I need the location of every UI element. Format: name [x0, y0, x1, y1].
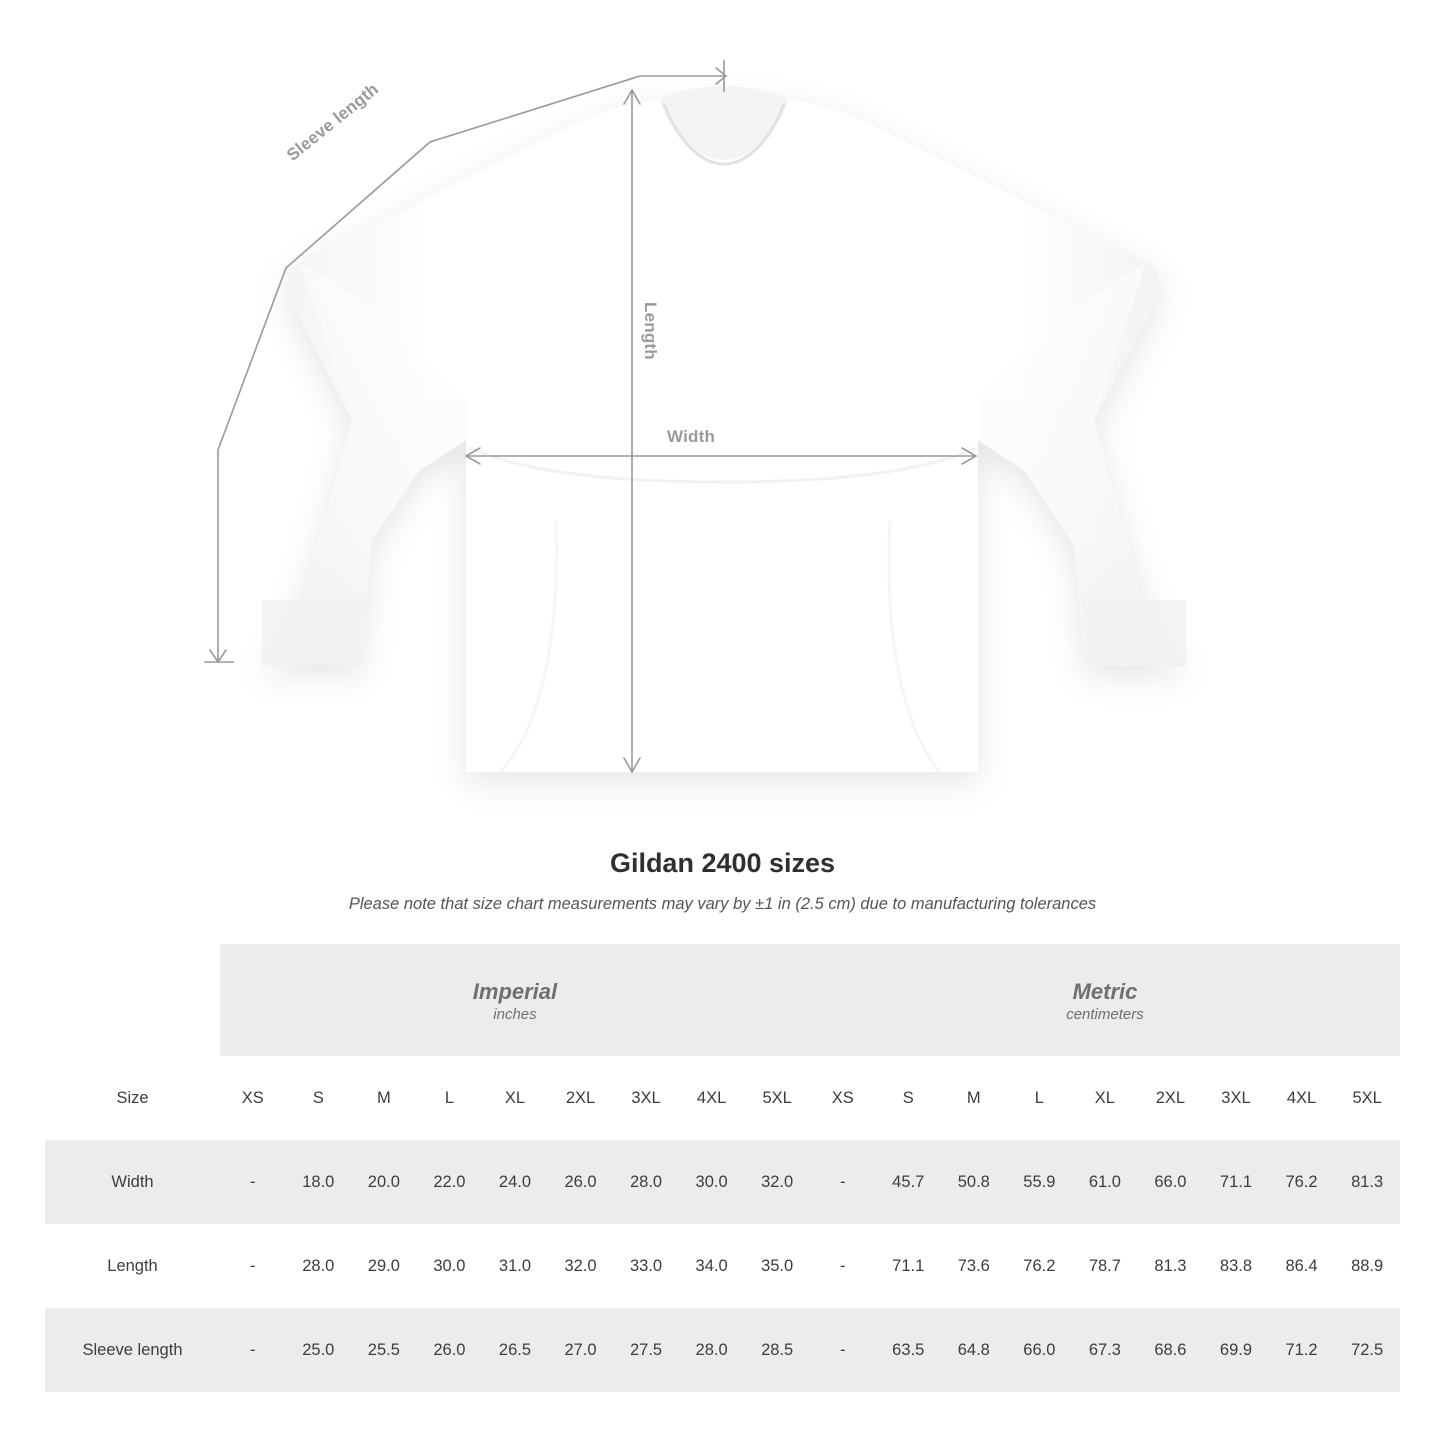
cell-length-metric-l: 76.2 [1007, 1224, 1073, 1308]
cell-width-metric-s: 45.7 [875, 1140, 941, 1224]
cell-sleeve-metric-4xl: 71.2 [1269, 1308, 1335, 1392]
cell-length-imperial-3xl: 33.0 [613, 1224, 679, 1308]
cell-sleeve-metric-xs: - [810, 1308, 876, 1392]
size-table [45, 944, 1400, 1392]
cell-width-metric-4xl: 76.2 [1269, 1140, 1335, 1224]
title-block [0, 848, 1445, 914]
cell-width-imperial-s: 18.0 [286, 1140, 352, 1224]
cell-length-metric-5xl: 88.9 [1334, 1224, 1400, 1308]
size-table-wrap [0, 944, 1445, 1392]
table-row [45, 1140, 1400, 1224]
header-size-metric-2xl: 2XL [1138, 1056, 1204, 1140]
header-size-metric-m: M [941, 1056, 1007, 1140]
system-header-imperial [220, 944, 810, 1056]
system-unit-imperial: inches [493, 1006, 537, 1024]
cell-length-imperial-s: 28.0 [286, 1224, 352, 1308]
cell-sleeve-imperial-2xl: 27.0 [548, 1308, 614, 1392]
cell-width-metric-xs: - [810, 1140, 876, 1224]
cell-sleeve-metric-5xl: 72.5 [1334, 1308, 1400, 1392]
cell-sleeve-imperial-s: 25.0 [286, 1308, 352, 1392]
cell-length-metric-xl: 78.7 [1072, 1224, 1138, 1308]
row-label-length: Length [45, 1224, 220, 1308]
header-size-metric-xs: XS [810, 1056, 876, 1140]
cell-width-imperial-2xl: 26.0 [548, 1140, 614, 1224]
cell-sleeve-imperial-xl: 26.5 [482, 1308, 548, 1392]
header-size-imperial-5xl: 5XL [744, 1056, 810, 1140]
cell-width-imperial-xl: 24.0 [482, 1140, 548, 1224]
cell-sleeve-imperial-5xl: 28.5 [744, 1308, 810, 1392]
cell-sleeve-imperial-3xl: 27.5 [613, 1308, 679, 1392]
table-row [45, 1308, 1400, 1392]
header-size-imperial-s: S [286, 1056, 352, 1140]
cell-length-imperial-l: 30.0 [417, 1224, 483, 1308]
header-size: Size [45, 1056, 220, 1140]
cell-length-imperial-xl: 31.0 [482, 1224, 548, 1308]
cell-length-metric-xs: - [810, 1224, 876, 1308]
cell-sleeve-metric-l: 66.0 [1007, 1308, 1073, 1392]
cell-sleeve-imperial-4xl: 28.0 [679, 1308, 745, 1392]
row-label-sleeve-length: Sleeve length [45, 1308, 220, 1392]
cell-width-imperial-3xl: 28.0 [613, 1140, 679, 1224]
header-size-imperial-2xl: 2XL [548, 1056, 614, 1140]
cell-width-imperial-5xl: 32.0 [744, 1140, 810, 1224]
cell-sleeve-imperial-l: 26.0 [417, 1308, 483, 1392]
cell-length-metric-3xl: 83.8 [1203, 1224, 1269, 1308]
system-header-metric [810, 944, 1400, 1056]
header-size-metric-xl: XL [1072, 1056, 1138, 1140]
cell-sleeve-metric-xl: 67.3 [1072, 1308, 1138, 1392]
cell-length-imperial-xs: - [220, 1224, 286, 1308]
system-unit-metric: centimeters [1066, 1006, 1144, 1024]
cell-width-imperial-4xl: 30.0 [679, 1140, 745, 1224]
tolerance-note: Please note that size chart measurements may vary by ±1 in (2.5 cm) due to manufacturing tolerances [348, 895, 1097, 913]
header-size-imperial-3xl: 3XL [613, 1056, 679, 1140]
label-length: Length [641, 302, 660, 360]
cell-length-metric-2xl: 81.3 [1138, 1224, 1204, 1308]
header-size-metric-l: L [1007, 1056, 1073, 1140]
cell-length-imperial-5xl: 35.0 [744, 1224, 810, 1308]
cell-length-imperial-m: 29.0 [351, 1224, 417, 1308]
cell-length-metric-s: 71.1 [875, 1224, 941, 1308]
header-size-imperial-xl: XL [482, 1056, 548, 1140]
header-size-imperial-4xl: 4XL [679, 1056, 745, 1140]
cell-width-metric-m: 50.8 [941, 1140, 1007, 1224]
header-size-imperial-xs: XS [220, 1056, 286, 1140]
cell-width-metric-l: 55.9 [1007, 1140, 1073, 1224]
label-width: Width [667, 427, 716, 446]
right-cuff [1082, 600, 1186, 665]
system-header-row [45, 944, 1400, 1056]
cell-width-metric-5xl: 81.3 [1334, 1140, 1400, 1224]
header-size-metric-3xl: 3XL [1203, 1056, 1269, 1140]
cell-length-imperial-2xl: 32.0 [548, 1224, 614, 1308]
cell-sleeve-metric-s: 63.5 [875, 1308, 941, 1392]
header-size-metric-s: S [875, 1056, 941, 1140]
cell-sleeve-metric-3xl: 69.9 [1203, 1308, 1269, 1392]
cell-width-metric-xl: 61.0 [1072, 1140, 1138, 1224]
label-sleeve-length: Sleeve length [283, 79, 383, 165]
left-cuff [262, 600, 366, 665]
cell-width-metric-3xl: 71.1 [1203, 1140, 1269, 1224]
cell-sleeve-imperial-xs: - [220, 1308, 286, 1392]
table-row [45, 1224, 1400, 1308]
cell-length-metric-4xl: 86.4 [1269, 1224, 1335, 1308]
cell-length-metric-m: 73.6 [941, 1224, 1007, 1308]
cell-width-metric-2xl: 66.0 [1138, 1140, 1204, 1224]
cell-width-imperial-xs: - [220, 1140, 286, 1224]
cell-sleeve-imperial-m: 25.5 [351, 1308, 417, 1392]
header-size-imperial-l: L [417, 1056, 483, 1140]
cell-sleeve-metric-2xl: 68.6 [1138, 1308, 1204, 1392]
row-label-width: Width [45, 1140, 220, 1224]
header-size-metric-5xl: 5XL [1334, 1056, 1400, 1140]
system-name-imperial: Imperial [472, 978, 558, 1004]
cell-width-imperial-m: 20.0 [351, 1140, 417, 1224]
page-title: Gildan 2400 sizes [609, 848, 836, 878]
cell-width-imperial-l: 22.0 [417, 1140, 483, 1224]
header-size-imperial-m: M [351, 1056, 417, 1140]
system-name-metric: Metric [1072, 978, 1138, 1004]
cell-sleeve-metric-m: 64.8 [941, 1308, 1007, 1392]
header-size-metric-4xl: 4XL [1269, 1056, 1335, 1140]
size-header-row [45, 1056, 1400, 1140]
cell-length-imperial-4xl: 34.0 [679, 1224, 745, 1308]
system-header-spacer [45, 944, 220, 1056]
